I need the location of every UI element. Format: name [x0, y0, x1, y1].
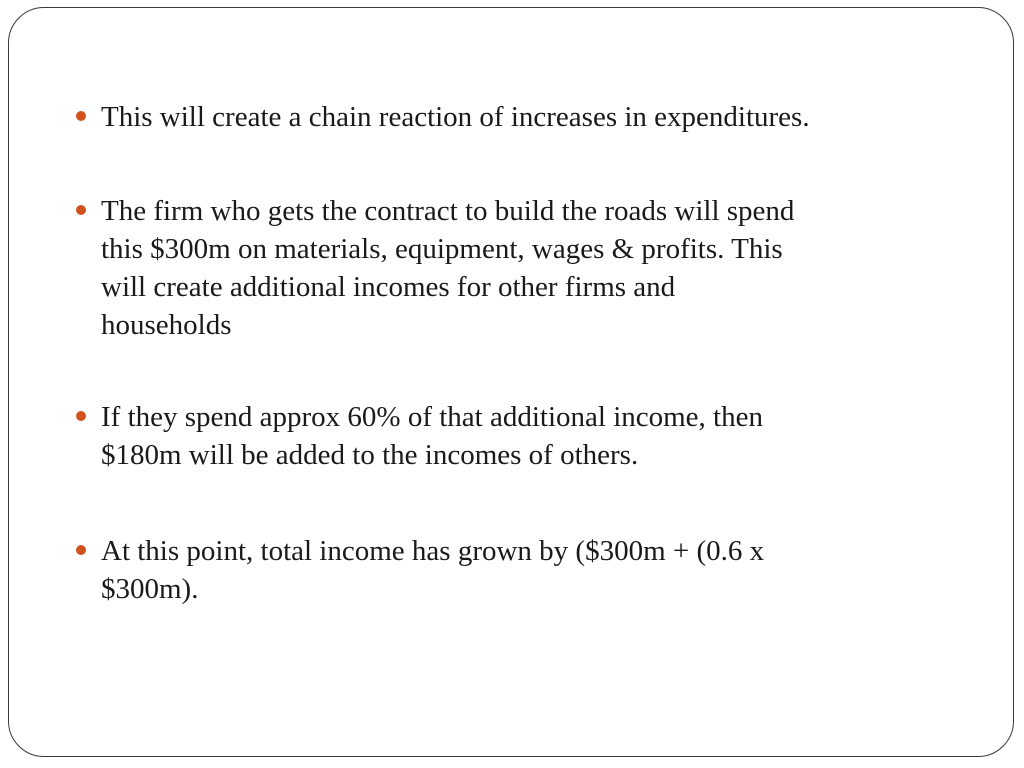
- bullet-dot-icon: [76, 111, 86, 121]
- bullet-dot-icon: [76, 411, 86, 421]
- slide-frame: [8, 7, 1014, 757]
- bullet-dot-icon: [76, 205, 86, 215]
- bullet-text: This will create a chain reaction of increases in expenditures.: [101, 101, 810, 133]
- bullet-dot-icon: [76, 545, 86, 555]
- bullet-text: At this point, total income has grown by ($300m + (0.6 x $300m).: [101, 535, 765, 605]
- bullet-text: If they spend approx 60% of that additional income, then $180m will be added to the incomes of others.: [101, 401, 763, 471]
- bullet-text: The firm who gets the contract to build the roads will spend this $300m on materials, equipment, wages & profits. This will create additional incomes for other firms and households: [101, 195, 795, 341]
